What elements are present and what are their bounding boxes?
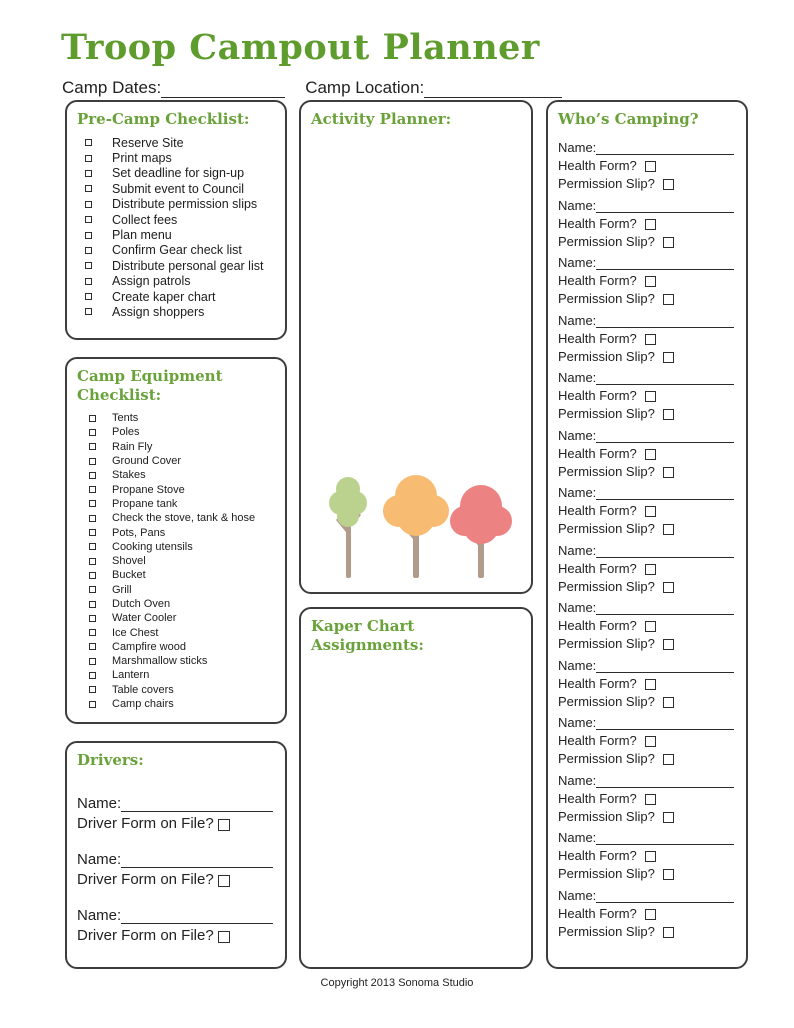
camper-entry	[558, 425, 736, 479]
driver-form-label: Driver Form on File?	[77, 815, 214, 832]
health-form-checkbox[interactable]	[645, 679, 656, 690]
checkbox[interactable]	[89, 486, 96, 493]
camper-entry	[558, 137, 736, 191]
driver-name-label: Name:	[77, 795, 122, 812]
equipment-item-row	[77, 625, 275, 639]
checkbox[interactable]	[89, 443, 96, 450]
checklist-item-label: Poles	[112, 426, 140, 439]
camper-name-label: Name:	[558, 427, 597, 443]
health-form-label: Health Form?	[558, 388, 637, 403]
activity-planner-title: Activity Planner:	[311, 110, 452, 128]
equipment-item-row	[77, 525, 275, 539]
camper-name-label: Name:	[558, 600, 597, 615]
equipment-checklist-box	[65, 357, 287, 724]
drivers-list	[77, 792, 275, 944]
checklist-item-label: Table covers	[112, 683, 174, 696]
camper-name-label: Name:	[558, 370, 597, 385]
checkbox[interactable]	[89, 643, 96, 650]
checklist-item-label: Distribute personal gear list	[112, 258, 264, 273]
camper-entry	[558, 597, 736, 651]
driver-name-label: Name:	[77, 907, 122, 924]
checklist-item-label: Confirm Gear check list	[112, 243, 242, 258]
driver-name-field[interactable]	[121, 797, 273, 812]
checklist-item-label: Ground Cover	[112, 455, 182, 468]
pre-camp-item-row	[77, 243, 275, 258]
page-title: Troop Campout Planner	[61, 27, 540, 68]
checklist-item-label: Bucket	[112, 569, 146, 582]
health-form-label: Health Form?	[558, 503, 637, 518]
camp-location-label: Camp Location:	[305, 78, 425, 97]
checkbox[interactable]	[89, 472, 96, 479]
driver-form-label: Driver Form on File?	[77, 871, 214, 888]
permission-slip-checkbox[interactable]	[663, 639, 674, 650]
green-tree	[329, 477, 367, 578]
permission-slip-checkbox[interactable]	[663, 524, 674, 535]
permission-slip-checkbox[interactable]	[663, 294, 674, 305]
campers-list	[558, 137, 736, 939]
camper-name-label: Name:	[558, 485, 597, 500]
checklist-item-label: Marshmallow sticks	[112, 655, 208, 668]
driver-form-checkbox[interactable]	[218, 931, 230, 943]
checkbox[interactable]	[89, 500, 96, 507]
equipment-item-row	[77, 454, 275, 468]
equipment-item-row	[77, 411, 275, 425]
checklist-item-label: Assign shoppers	[112, 304, 205, 319]
checkbox[interactable]	[85, 170, 92, 177]
health-form-label: Health Form?	[558, 273, 637, 288]
health-form-checkbox[interactable]	[645, 276, 656, 287]
camper-entry	[558, 367, 736, 421]
camper-name-field[interactable]	[596, 314, 734, 328]
checkbox[interactable]	[89, 629, 96, 636]
permission-slip-label: Permission Slip?	[558, 233, 655, 249]
equipment-item-row	[77, 683, 275, 697]
checkbox[interactable]	[85, 308, 92, 315]
permission-slip-checkbox[interactable]	[663, 927, 674, 938]
checkbox[interactable]	[89, 543, 96, 550]
permission-slip-label: Permission Slip?	[558, 406, 655, 421]
permission-slip-label: Permission Slip?	[558, 636, 655, 651]
checkbox[interactable]	[85, 293, 92, 300]
checkbox[interactable]	[89, 586, 96, 593]
camper-name-field[interactable]	[596, 256, 734, 270]
camper-name-field[interactable]	[596, 429, 734, 443]
checklist-item-label: Plan menu	[112, 228, 172, 243]
camper-entry	[558, 712, 736, 766]
equipment-item-row	[77, 497, 275, 511]
pre-camp-item-row	[77, 304, 275, 319]
health-form-label: Health Form?	[558, 790, 637, 806]
checklist-item-label: Propane Stove	[112, 483, 185, 496]
camp-dates-label: Camp Dates:	[62, 78, 162, 97]
equipment-item-row	[77, 597, 275, 611]
camper-name-field[interactable]	[596, 199, 734, 213]
driver-form-checkbox[interactable]	[218, 819, 230, 831]
checkbox[interactable]	[85, 201, 92, 208]
permission-slip-label: Permission Slip?	[558, 176, 655, 191]
checklist-item-label: Check the stove, tank & hose	[112, 512, 256, 525]
checkbox[interactable]	[85, 155, 92, 162]
camper-name-field[interactable]	[596, 141, 734, 155]
health-form-label: Health Form?	[558, 848, 637, 863]
checkbox[interactable]	[89, 558, 96, 565]
checkbox[interactable]	[89, 701, 96, 708]
activity-planner-box	[299, 100, 533, 594]
camper-entry	[558, 540, 736, 594]
permission-slip-checkbox[interactable]	[663, 754, 674, 765]
permission-slip-checkbox[interactable]	[663, 697, 674, 708]
camper-entry	[558, 310, 736, 364]
equipment-item-row	[77, 654, 275, 668]
checklist-item-label: Lantern	[112, 669, 150, 682]
checkbox[interactable]	[89, 572, 96, 579]
checklist-item-label: Rain Fly	[112, 440, 153, 453]
health-form-label: Health Form?	[558, 618, 637, 633]
permission-slip-checkbox[interactable]	[663, 467, 674, 478]
permission-slip-label: Permission Slip?	[558, 693, 655, 709]
camper-name-label: Name:	[558, 542, 597, 558]
camper-name-label: Name:	[558, 887, 597, 903]
pre-camp-item-row	[77, 274, 275, 289]
camper-name-label: Name:	[558, 197, 597, 213]
camper-name-label: Name:	[558, 830, 597, 845]
camper-name-field[interactable]	[596, 486, 734, 500]
checklist-item-label: Collect fees	[112, 212, 178, 227]
driver-name-label: Name:	[77, 851, 122, 868]
camper-name-label: Name:	[558, 140, 597, 155]
checklist-item-label: Cooking utensils	[112, 540, 193, 553]
equipment-item-row	[77, 482, 275, 496]
camper-name-field[interactable]	[596, 831, 734, 845]
checkbox[interactable]	[89, 658, 96, 665]
checkbox[interactable]	[89, 615, 96, 622]
camper-name-field[interactable]	[596, 371, 734, 385]
driver-name-field[interactable]	[121, 909, 273, 924]
drivers-title: Drivers:	[77, 751, 144, 769]
camper-name-label: Name:	[558, 772, 597, 788]
health-form-checkbox[interactable]	[645, 564, 656, 575]
checkbox[interactable]	[89, 415, 96, 422]
driver-form-checkbox[interactable]	[218, 875, 230, 887]
checklist-item-label: Propane tank	[112, 497, 178, 510]
camper-name-field[interactable]	[596, 716, 734, 730]
pre-camp-item-row	[77, 289, 275, 304]
permission-slip-checkbox[interactable]	[663, 869, 674, 880]
checklist-item-label: Assign patrols	[112, 274, 191, 289]
checkbox[interactable]	[85, 139, 92, 146]
orange-tree	[383, 475, 449, 578]
pre-camp-item-row	[77, 150, 275, 165]
equipment-item-row	[77, 640, 275, 654]
camper-entry	[558, 482, 736, 536]
health-form-checkbox[interactable]	[645, 219, 656, 230]
camper-name-field[interactable]	[596, 544, 734, 558]
equipment-item-row	[77, 668, 275, 682]
permission-slip-label: Permission Slip?	[558, 866, 655, 881]
checklist-item-label: Tents	[112, 412, 139, 425]
permission-slip-label: Permission Slip?	[558, 463, 655, 479]
health-form-label: Health Form?	[558, 330, 637, 346]
checklist-item-label: Ice Chest	[112, 626, 159, 639]
camper-entry	[558, 195, 736, 249]
health-form-checkbox[interactable]	[645, 851, 656, 862]
driver-form-label: Driver Form on File?	[77, 927, 214, 944]
driver-entry	[77, 848, 275, 888]
checklist-item-label: Camp chairs	[112, 698, 174, 711]
checkbox[interactable]	[85, 185, 92, 192]
equipment-item-row	[77, 583, 275, 597]
pre-camp-item-row	[77, 181, 275, 196]
pre-camp-item-row	[77, 227, 275, 242]
pre-camp-item-row	[77, 135, 275, 150]
permission-slip-label: Permission Slip?	[558, 348, 655, 364]
camper-name-label: Name:	[558, 657, 597, 673]
checklist-item-label: Submit event to Council	[112, 181, 245, 196]
permission-slip-checkbox[interactable]	[663, 812, 674, 823]
checkbox[interactable]	[89, 529, 96, 536]
camper-entry	[558, 827, 736, 881]
camper-name-field[interactable]	[596, 659, 734, 673]
kaper-chart-title: Kaper Chart Assignments:	[311, 617, 424, 654]
checkbox[interactable]	[85, 232, 92, 239]
pre-camp-title: Pre-Camp Checklist:	[77, 110, 250, 128]
health-form-checkbox[interactable]	[645, 161, 656, 172]
health-form-label: Health Form?	[558, 215, 637, 231]
permission-slip-checkbox[interactable]	[663, 582, 674, 593]
pre-camp-items	[77, 135, 275, 320]
equipment-item-row	[77, 611, 275, 625]
checklist-item-label: Shovel	[112, 555, 146, 568]
health-form-checkbox[interactable]	[645, 736, 656, 747]
checklist-item-label: Create kaper chart	[112, 289, 216, 304]
equipment-items	[77, 411, 275, 711]
equipment-item-row	[77, 540, 275, 554]
checkbox[interactable]	[89, 672, 96, 679]
health-form-label: Health Form?	[558, 733, 637, 748]
driver-entry	[77, 792, 275, 832]
permission-slip-label: Permission Slip?	[558, 808, 655, 824]
camper-name-field[interactable]	[596, 774, 734, 788]
checkbox[interactable]	[89, 429, 96, 436]
permission-slip-label: Permission Slip?	[558, 521, 655, 536]
permission-slip-checkbox[interactable]	[663, 179, 674, 190]
health-form-checkbox[interactable]	[645, 449, 656, 460]
permission-slip-label: Permission Slip?	[558, 751, 655, 766]
camp-dates-field[interactable]	[161, 83, 285, 98]
checklist-item-label: Set deadline for sign-up	[112, 166, 245, 181]
camper-entry	[558, 885, 736, 939]
checkbox[interactable]	[89, 515, 96, 522]
health-form-label: Health Form?	[558, 560, 637, 576]
pre-camp-item-row	[77, 166, 275, 181]
camper-name-label: Name:	[558, 715, 597, 730]
equipment-title: Camp Equipment Checklist:	[77, 367, 223, 404]
checkbox[interactable]	[89, 686, 96, 693]
driver-entry	[77, 904, 275, 944]
checklist-item-label: Print maps	[112, 151, 172, 166]
checkbox[interactable]	[85, 278, 92, 285]
checklist-item-label: Distribute permission slips	[112, 197, 258, 212]
pre-camp-checklist-box	[65, 100, 287, 340]
health-form-label: Health Form?	[558, 905, 637, 921]
permission-slip-label: Permission Slip?	[558, 291, 655, 306]
trees-illustration	[316, 470, 516, 582]
checkbox[interactable]	[85, 262, 92, 269]
equipment-item-row	[77, 468, 275, 482]
drivers-box	[65, 741, 287, 969]
health-form-label: Health Form?	[558, 158, 637, 173]
equipment-item-row	[77, 425, 275, 439]
camper-name-label: Name:	[558, 312, 597, 328]
camper-entry	[558, 770, 736, 824]
copyright-footer: Copyright 2013 Sonoma Studio	[320, 977, 474, 989]
camp-location-field[interactable]	[424, 83, 562, 98]
checklist-item-label: Dutch Oven	[112, 598, 171, 610]
permission-slip-checkbox[interactable]	[663, 352, 674, 363]
permission-slip-checkbox[interactable]	[663, 409, 674, 420]
health-form-checkbox[interactable]	[645, 334, 656, 345]
dates-row	[62, 78, 567, 98]
checkbox[interactable]	[89, 458, 96, 465]
checkbox[interactable]	[85, 247, 92, 254]
camper-name-label: Name:	[558, 255, 597, 270]
checklist-item-label: Pots, Pans	[112, 526, 166, 539]
permission-slip-checkbox[interactable]	[663, 237, 674, 248]
checkbox[interactable]	[85, 216, 92, 223]
pre-camp-item-row	[77, 258, 275, 273]
health-form-checkbox[interactable]	[645, 794, 656, 805]
checkbox[interactable]	[89, 601, 96, 608]
checklist-item-label: Stakes	[112, 469, 146, 482]
health-form-label: Health Form?	[558, 445, 637, 461]
permission-slip-label: Permission Slip?	[558, 923, 655, 939]
checklist-item-label: Campfire wood	[112, 640, 186, 653]
pre-camp-item-row	[77, 212, 275, 227]
equipment-item-row	[77, 554, 275, 568]
health-form-checkbox[interactable]	[645, 909, 656, 920]
checklist-item-label: Reserve Site	[112, 135, 184, 150]
camper-name-field[interactable]	[596, 889, 734, 903]
equipment-item-row	[77, 697, 275, 711]
whos-camping-box	[546, 100, 748, 969]
whos-camping-title: Who’s Camping?	[558, 110, 699, 128]
pre-camp-item-row	[77, 197, 275, 212]
equipment-item-row	[77, 568, 275, 582]
camper-entry	[558, 252, 736, 306]
camper-entry	[558, 655, 736, 709]
checklist-item-label: Grill	[112, 583, 132, 596]
health-form-checkbox[interactable]	[645, 391, 656, 402]
health-form-label: Health Form?	[558, 675, 637, 691]
driver-name-field[interactable]	[121, 853, 273, 868]
red-tree	[450, 485, 512, 578]
permission-slip-label: Permission Slip?	[558, 578, 655, 594]
camper-name-field[interactable]	[596, 601, 734, 615]
kaper-chart-box	[299, 607, 533, 969]
health-form-checkbox[interactable]	[645, 621, 656, 632]
health-form-checkbox[interactable]	[645, 506, 656, 517]
equipment-item-row	[77, 511, 275, 525]
checklist-item-label: Water Cooler	[112, 612, 177, 625]
equipment-item-row	[77, 440, 275, 454]
